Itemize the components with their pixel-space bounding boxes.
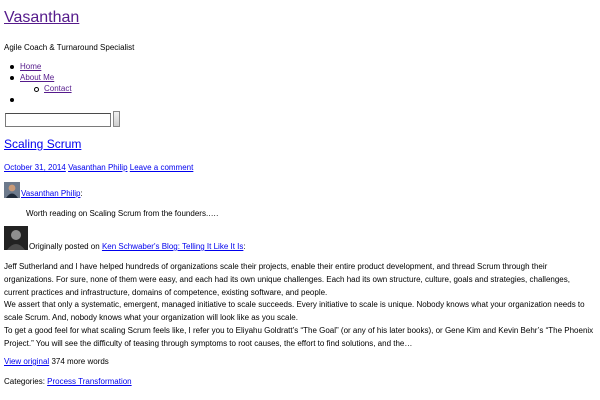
- search-button[interactable]: [113, 111, 120, 127]
- view-original-line: [4, 357, 109, 366]
- more-words-count: 374 more words: [49, 357, 109, 366]
- reblogger-line: [21, 189, 83, 198]
- excerpt-paragraph: We assert that only a systematic, emergent, managed initiative to scale succeeds. Every initiative to scale is unique. Nobody knows what your organization needs to scale Scrum. And, nobody knows what your organization will look like as you scale.: [4, 300, 585, 322]
- reblogger-suffix: :: [80, 189, 83, 198]
- view-original-link[interactable]: View original: [4, 357, 50, 366]
- nav-link-home[interactable]: Home: [20, 62, 42, 71]
- source-suffix: :: [243, 242, 246, 251]
- reblog-quote: Worth reading on Scaling Scrum from the founders.….: [26, 209, 219, 218]
- originally-prefix: Originally posted on: [29, 242, 102, 251]
- source-author-avatar[interactable]: [4, 226, 28, 250]
- excerpt-paragraph: To get a good feel for what scaling Scrum feels like, I refer you to Eliyahu Goldratt’s “The Goal” (or any of his later books), or Gene Kim and Kevin Behr’s “The Phoenix Project.” You will see the difficulty of teasing through symptoms to root causes, the effort to find solutions, and the…: [4, 326, 594, 348]
- category-link[interactable]: Process Transformation: [47, 377, 132, 386]
- reblogger-name-link[interactable]: Vasanthan Philip: [21, 189, 81, 198]
- bullet-icon: [34, 87, 39, 92]
- bullet-icon: [10, 65, 14, 69]
- categories-label: Categories:: [4, 377, 48, 386]
- originally-posted-line: [29, 242, 246, 251]
- bullet-icon: [10, 76, 14, 80]
- post-title-link[interactable]: Scaling Scrum: [4, 137, 82, 151]
- post-date-link[interactable]: October 31, 2014: [4, 163, 66, 172]
- search-input[interactable]: [5, 113, 111, 127]
- categories-line: [4, 377, 132, 386]
- nav-link-about[interactable]: About Me: [20, 73, 55, 82]
- reblogger-avatar[interactable]: [4, 182, 20, 198]
- post-meta: [4, 163, 193, 172]
- bullet-icon: [10, 98, 14, 102]
- post-author-link[interactable]: Vasanthan Philip: [68, 163, 128, 172]
- site-tagline: Agile Coach & Turnaround Specialist: [4, 43, 135, 52]
- leave-comment-link[interactable]: Leave a comment: [129, 163, 194, 172]
- excerpt-paragraph: Jeff Sutherland and I have helped hundreds of organizations scale their projects, enable their entire product development, and thread Scrum through their organizations. For sure, none of them were easy, and each had its own unique challenges. Each had its own structure, culture, goals and strategies, challenges, current practices and infrastructure, domains of competence, existing software, and people.: [4, 262, 570, 297]
- source-blog-link[interactable]: Ken Schwaber's Blog: Telling It Like It Is: [101, 242, 244, 251]
- nav-link-contact[interactable]: Contact: [44, 84, 72, 93]
- site-title-link[interactable]: Vasanthan: [4, 9, 80, 26]
